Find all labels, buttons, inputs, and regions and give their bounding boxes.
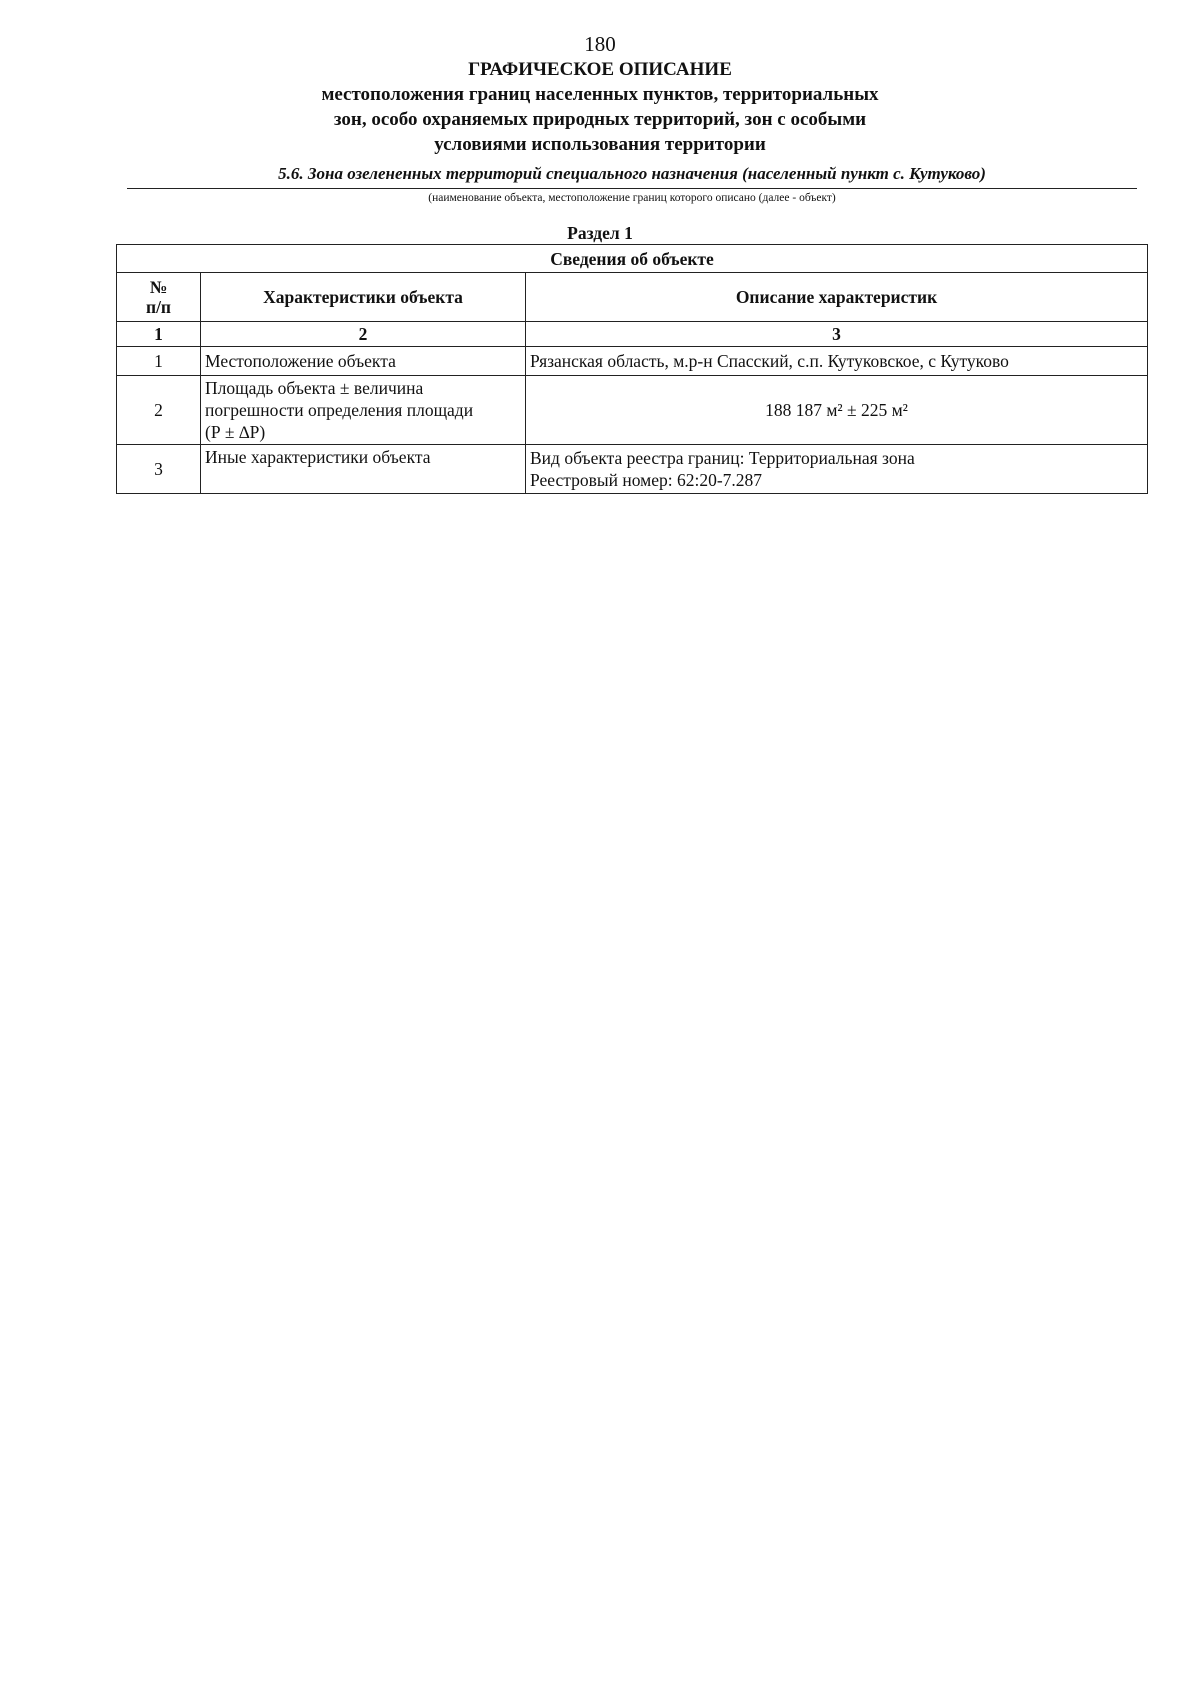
table-caption: Сведения об объекте [117, 245, 1148, 273]
row-number: 2 [117, 376, 201, 445]
row-number: 3 [117, 445, 201, 494]
row-description: Рязанская область, м.р-н Спасский, с.п. Кутуковское, с Кутуково [526, 347, 1148, 376]
column-number-3: 3 [526, 322, 1148, 347]
header-number-line-2: п/п [145, 297, 172, 317]
row-description [526, 445, 1148, 494]
header-characteristics: Характеристики объекта [201, 273, 526, 322]
header-number-line-1: № [149, 277, 168, 297]
object-info-table [116, 244, 1148, 494]
page-number: 180 [584, 32, 616, 56]
title-line-4: условиями использования территории [434, 134, 766, 155]
row-description: 188 187 м² ± 225 м² [526, 376, 1148, 445]
column-number-row [117, 322, 1148, 347]
object-name-underline [127, 188, 1137, 189]
row-characteristic-line: Площадь объекта ± величина [205, 378, 424, 398]
document-title [0, 57, 1200, 157]
column-number-1: 1 [117, 322, 201, 347]
object-caption: (наименование объекта, местоположение границ которого описано (далее - объект) [428, 192, 836, 204]
header-description: Описание характеристик [526, 273, 1148, 322]
row-number: 1 [117, 347, 201, 376]
table-row [117, 445, 1148, 494]
row-description-line: Реестровый номер: 62:20-7.287 [530, 470, 763, 490]
title-line-3: зон, особо охраняемых природных территорий, зон с особыми [333, 109, 867, 130]
table-row [117, 347, 1148, 376]
column-number-2: 2 [201, 322, 526, 347]
row-characteristic: Иные характеристики объекта [201, 445, 526, 494]
row-characteristic-line: (Р ± ∆Р) [205, 422, 266, 442]
title-line-2: местоположения границ населенных пунктов, территориальных [321, 84, 879, 105]
row-characteristic [201, 376, 526, 445]
table-header-row [117, 273, 1148, 322]
row-characteristic-line: погрешности определения площади [205, 400, 474, 420]
header-number [117, 273, 201, 322]
table-caption-row [117, 245, 1148, 273]
section-title: Раздел 1 [567, 223, 633, 243]
row-characteristic: Местоположение объекта [201, 347, 526, 376]
object-name: 5.6. Зона озелененных территорий специального назначения (населенный пункт с. Кутуково) [278, 164, 986, 183]
row-description-line: Вид объекта реестра границ: Территориальная зона [530, 448, 915, 468]
title-line-1: ГРАФИЧЕСКОЕ ОПИСАНИЕ [468, 59, 732, 80]
table-row [117, 376, 1148, 445]
